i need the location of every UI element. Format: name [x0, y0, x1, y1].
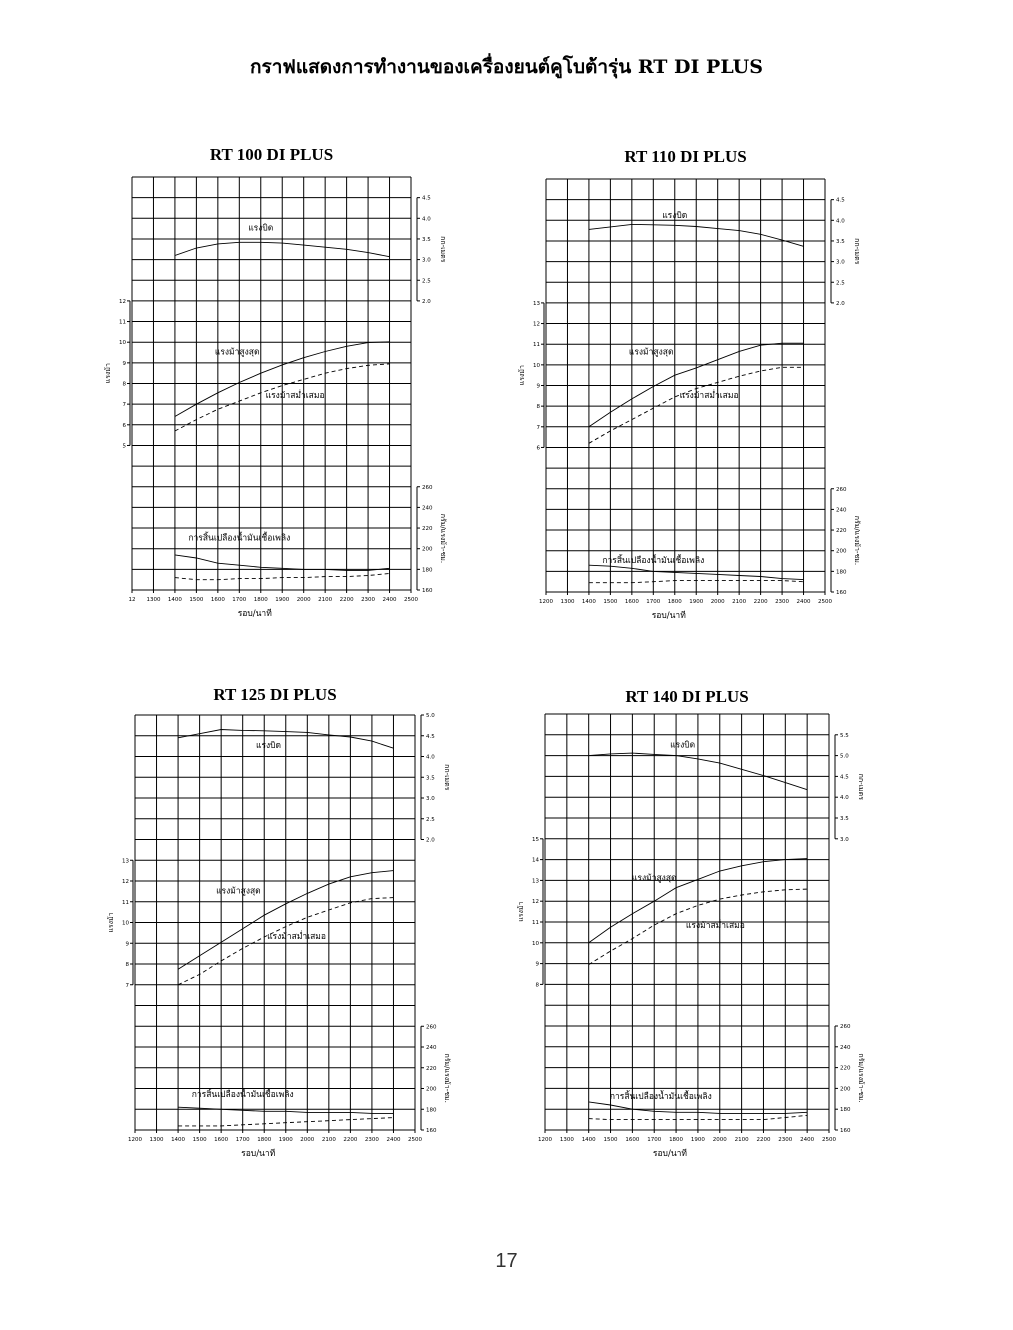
hp-tick-label: 10 [533, 362, 540, 369]
torque-tick-label: 4.0 [422, 216, 431, 223]
x-tick-label: 1800 [253, 597, 268, 603]
x-tick-label: 2000 [710, 599, 725, 605]
x-tick-label: 1300 [146, 597, 161, 603]
hp-tick-label: 11 [533, 342, 540, 349]
hp-tick-label: 5 [122, 443, 126, 450]
torque-tick-label: 4.5 [426, 733, 435, 740]
x-tick-label: 2000 [300, 1137, 315, 1143]
x-tick-label: 2000 [712, 1137, 727, 1143]
series-label: การสิ้นเปลืองน้ำมันเชื้อเพลิง [188, 533, 291, 544]
plot-area [518, 179, 861, 621]
hp-tick-label: 11 [119, 319, 126, 326]
x-tick-label: 1700 [646, 599, 661, 605]
x-tick-label: 1700 [647, 1137, 662, 1143]
torque-tick-label: 2.0 [422, 298, 431, 305]
x-tick-label: 2200 [343, 1137, 358, 1143]
torque-tick-label: 4.5 [836, 197, 845, 204]
torque-tick-label: 2.0 [426, 837, 435, 844]
fuel-tick-label: 160 [836, 590, 847, 596]
x-tick-label: 1600 [210, 597, 225, 603]
hp-tick-label: 6 [536, 445, 540, 452]
fuel-tick-label: 160 [422, 588, 433, 594]
fuel-tick-label: 260 [422, 484, 433, 491]
x-tick-label: 2300 [778, 1137, 793, 1143]
x-tick-label: 1300 [560, 599, 575, 605]
torque-tick-label: 2.5 [426, 816, 435, 823]
fuel-tick-label: 240 [426, 1045, 437, 1051]
hp-tick-label: 10 [532, 940, 539, 947]
hp-tick-label: 8 [536, 404, 540, 411]
plot-area [104, 177, 447, 619]
torque-tick-label: 3.5 [422, 236, 431, 243]
x-tick-label: 1600 [625, 1137, 640, 1143]
hp-axis-label: แรงม้า [517, 901, 525, 922]
fuel-tick-label: 180 [840, 1107, 851, 1114]
fuel-tick-label: 200 [840, 1086, 851, 1093]
hp-tick-label: 11 [532, 920, 539, 926]
fuel-axis-label: กรัม/แรงม้า-ชม. [443, 1053, 451, 1103]
x-tick-label: 2300 [361, 597, 376, 603]
x-tick-label: 1200 [538, 1137, 552, 1143]
x-axis-label: รอบ/นาที [241, 1149, 276, 1159]
x-tick-label: 2100 [734, 1137, 749, 1143]
x-tick-label: 1500 [603, 599, 618, 605]
fuel-tick-label: 160 [426, 1128, 437, 1134]
x-tick-label: 1400 [171, 1137, 186, 1143]
fuel-tick-label: 260 [836, 486, 847, 493]
x-tick-label: 2400 [800, 1137, 815, 1143]
fuel-tick-label: 220 [426, 1065, 437, 1072]
hp-tick-label: 15 [532, 836, 539, 843]
fuel-tick-label: 240 [836, 507, 847, 514]
x-tick-label: 1300 [149, 1137, 164, 1143]
torque-tick-label: 4.0 [426, 754, 435, 761]
x-tick-label: 1200 [539, 599, 553, 605]
torque-tick-label: 2.5 [836, 280, 845, 287]
x-tick-label: 2400 [796, 599, 811, 605]
hp-tick-label: 8 [125, 962, 129, 968]
hp-axis-label: แรงม้า [518, 365, 526, 386]
torque-tick-label: 3.0 [836, 259, 845, 266]
x-tick-label: 1400 [581, 599, 596, 605]
x-tick-label: 1600 [624, 599, 639, 605]
x-tick-label: 2500 [408, 1137, 422, 1143]
fuel-axis-label: กรัม/แรงม้า-ชม. [853, 515, 861, 566]
torque-tick-label: 2.5 [422, 278, 431, 285]
x-tick-label: 1300 [559, 1137, 574, 1143]
x-tick-label: 2500 [404, 597, 418, 603]
fuel-tick-label: 200 [422, 546, 433, 553]
torque-axis-label: กก-เมตร [857, 773, 865, 800]
hp-tick-label: 12 [122, 879, 129, 885]
fuel-tick-label: 160 [840, 1128, 851, 1134]
x-tick-label: 2300 [364, 1137, 379, 1143]
x-tick-label: 1500 [603, 1137, 618, 1143]
x-tick-label: 2100 [732, 599, 747, 605]
hp-tick-label: 13 [122, 858, 129, 865]
torque-tick-label: 3.0 [426, 796, 435, 802]
x-tick-label: 1900 [689, 599, 704, 605]
hp-tick-label: 10 [119, 340, 126, 347]
torque-tick-label: 4.0 [840, 795, 849, 802]
x-tick-label: 1600 [214, 1137, 229, 1143]
chart-title: RT 125 DI PLUS [213, 685, 337, 704]
x-tick-label: 1800 [669, 1137, 684, 1143]
series-label: แรงม้าสม่ำเสมอ [685, 921, 745, 932]
series-label: แรงบิด [670, 740, 696, 751]
hp-tick-label: 9 [125, 941, 129, 948]
series-label: แรงม้าสม่ำเสมอ [679, 390, 739, 401]
x-tick-label: 1700 [235, 1137, 250, 1143]
torque-axis-label: กก-เมตร [853, 238, 861, 265]
hp-tick-label: 12 [533, 321, 540, 328]
x-tick-label: 1900 [690, 1137, 705, 1143]
torque-tick-label: 3.5 [426, 775, 435, 782]
plot-area [517, 714, 865, 1159]
hp-tick-label: 12 [532, 899, 539, 906]
fuel-tick-label: 200 [426, 1086, 437, 1093]
x-axis-label: รอบ/นาที [652, 1149, 688, 1159]
x-tick-label: 2200 [339, 597, 354, 603]
hp-tick-label: 8 [535, 982, 539, 989]
hp-tick-label: 9 [536, 383, 540, 390]
series-label: แรงม้าสูงสุด [214, 347, 260, 358]
hp-tick-label: 14 [532, 857, 539, 864]
fuel-tick-label: 220 [836, 528, 847, 535]
chart-title: RT 100 DI PLUS [209, 145, 334, 164]
x-tick-label: 1400 [167, 597, 182, 603]
x-tick-label: 2400 [386, 1137, 401, 1143]
torque-tick-label: 5.5 [840, 732, 849, 739]
fuel-axis-label: กรัม/แรงม้า-ชม. [857, 1053, 865, 1103]
torque-tick-label: 4.5 [840, 774, 849, 781]
series-label: แรงบิด [662, 211, 688, 222]
torque-tick-label: 3.0 [422, 257, 431, 264]
torque-tick-label: 4.5 [422, 195, 431, 202]
series-label: แรงม้าสม่ำเสมอ [267, 932, 327, 943]
x-tick-label: 2500 [818, 599, 832, 605]
x-tick-label: 2100 [321, 1137, 336, 1143]
x-tick-label: 1700 [232, 597, 247, 603]
series-label: แรงบิด [255, 741, 282, 752]
fuel-tick-label: 240 [840, 1044, 851, 1051]
fuel-tick-label: 220 [840, 1065, 851, 1072]
torque-tick-label: 3.5 [836, 238, 845, 245]
plot-area [107, 713, 451, 1159]
x-tick-label: 12 [128, 597, 136, 603]
chart-title: RT 110 DI PLUS [624, 147, 747, 166]
hp-tick-label: 11 [122, 899, 129, 906]
hp-tick-label: 7 [536, 424, 540, 431]
series-label: แรงม้าสูงสุด [631, 873, 677, 884]
fuel-tick-label: 220 [422, 526, 433, 533]
x-tick-label: 2200 [756, 1137, 771, 1143]
x-tick-label: 1900 [275, 597, 290, 603]
torque-tick-label: 4.0 [836, 218, 845, 225]
torque-tick-label: 5.0 [426, 713, 435, 719]
series-label: การสิ้นเปลืองน้ำมันเชื้อเพลิง [191, 1089, 294, 1100]
fuel-tick-label: 260 [426, 1024, 437, 1031]
torque-tick-label: 5.0 [840, 753, 849, 760]
torque-tick-label: 3.0 [840, 836, 849, 843]
engine-performance-chart [506, 169, 895, 632]
fuel-tick-label: 240 [422, 505, 433, 512]
page-title: กราฟแสดงการทำงานของเครื่องยนต์คูโบต้ารุ่น RT DI PLUS [250, 56, 763, 78]
x-tick-label: 2000 [296, 597, 311, 603]
x-tick-label: 1800 [667, 599, 682, 605]
hp-tick-label: 8 [122, 381, 126, 388]
torque-tick-label: 2.0 [836, 300, 845, 307]
series-label: แรงบิด [248, 223, 274, 234]
hp-tick-label: 13 [532, 878, 539, 885]
engine-performance-chart [92, 167, 481, 630]
x-tick-label: 1500 [189, 597, 204, 603]
torque-tick-label: 3.5 [840, 816, 849, 822]
series-label: แรงม้าสูงสุด [628, 347, 674, 358]
hp-tick-label: 6 [122, 422, 126, 429]
hp-tick-label: 7 [122, 402, 126, 409]
fuel-tick-label: 180 [422, 567, 433, 574]
hp-axis-label: แรงม้า [104, 363, 112, 384]
torque-axis-label: กก-เมตร [439, 236, 447, 263]
x-tick-label: 1900 [278, 1137, 293, 1143]
fuel-tick-label: 200 [836, 548, 847, 555]
hp-tick-label: 13 [533, 300, 540, 307]
page-number: 17 [495, 1250, 518, 1272]
x-tick-label: 1400 [581, 1137, 596, 1143]
series-label: การสิ้นเปลืองน้ำมันเชื้อเพลิง [602, 556, 705, 567]
series-label: แรงม้าสูงสุด [216, 886, 261, 897]
hp-tick-label: 7 [125, 982, 129, 989]
x-tick-label: 2400 [382, 597, 397, 603]
x-tick-label: 2500 [822, 1137, 836, 1143]
engine-performance-chart [95, 705, 485, 1170]
series-label: แรงม้าสม่ำเสมอ [265, 390, 325, 401]
fuel-tick-label: 180 [836, 569, 847, 576]
hp-tick-label: 9 [122, 360, 126, 367]
fuel-axis-label: กรัม/แรงม้า-ชม. [439, 513, 447, 564]
x-tick-label: 1200 [128, 1137, 142, 1143]
torque-axis-label: กก-เมตร [443, 764, 451, 791]
x-tick-label: 1500 [192, 1137, 207, 1143]
fuel-tick-label: 260 [840, 1024, 851, 1030]
fuel-tick-label: 180 [426, 1107, 437, 1114]
x-axis-label: รอบ/นาที [651, 611, 686, 621]
x-axis-label: รอบ/นาที [237, 609, 272, 619]
x-tick-label: 2300 [775, 599, 790, 605]
engine-performance-chart [505, 704, 899, 1170]
hp-tick-label: 12 [119, 298, 126, 305]
series-label: การสิ้นเปลืองน้ำมันเชื้อเพลิง [609, 1091, 712, 1102]
x-tick-label: 2200 [753, 599, 768, 605]
chart-title: RT 140 DI PLUS [625, 687, 749, 706]
x-tick-label: 2100 [318, 597, 333, 603]
x-tick-label: 1800 [257, 1137, 272, 1143]
hp-axis-label: แรงม้า [107, 912, 115, 933]
hp-tick-label: 10 [122, 920, 129, 927]
hp-tick-label: 9 [535, 961, 539, 968]
